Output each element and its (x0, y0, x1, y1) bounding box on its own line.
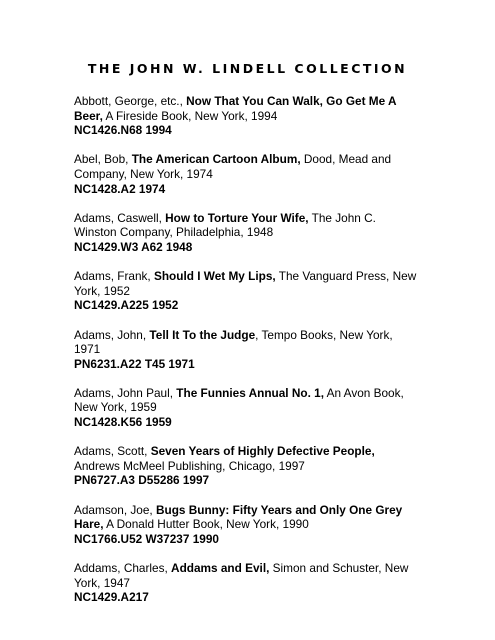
entry-call-number: PN6231.A22 T45 1971 (74, 356, 195, 371)
entry-title: Addams and Evil, (171, 561, 270, 575)
entry-call-number: NC1426.N68 1994 (74, 123, 172, 138)
entry-publisher: A Fireside Book, New York, 1994 (102, 108, 278, 123)
bibliography-list (74, 94, 419, 619)
entry-publisher: Simon and Schuster, New York, 1947 (74, 561, 409, 590)
entry-author: Abel, Bob, (74, 152, 132, 167)
entry-call-number: NC1429.W3 A62 1948 (74, 239, 193, 254)
entry-author: Adamson, Joe, (74, 502, 156, 517)
entry-publisher: A Donald Hutter Book, New York, 1990 (103, 517, 309, 532)
entry-call-number: NC1766.U52 W37237 1990 (74, 531, 219, 546)
entry-author: Adams, John Paul, (74, 385, 177, 400)
entry-title: The Funnies Annual No. 1, (176, 385, 324, 400)
page-title: THE JOHN W. LINDELL COLLECTION (87, 61, 408, 76)
entry-publisher: Dood, Mead and Company, New York, 1974 (74, 152, 392, 181)
entry-publisher: The Vanguard Press, New York, 1952 (74, 269, 417, 298)
entry-call-number: PN6727.A3 D55286 1997 (74, 473, 210, 488)
list-item (74, 328, 419, 372)
entry-title: Seven Years of Highly Defective People, (150, 444, 375, 459)
entry-call-number: NC1428.A2 1974 (74, 181, 166, 196)
list-item (74, 211, 419, 255)
list-item (74, 152, 419, 196)
entry-author: Adams, Scott, (74, 444, 151, 459)
entry-title: Bugs Bunny: Fifty Years and Only One Grey Hare, (74, 502, 403, 532)
entry-author: Adams, Frank, (74, 269, 154, 284)
entry-author: Adams, John, (74, 327, 150, 342)
entry-publisher: , Tempo Books, New York, 1971 (74, 327, 393, 357)
entry-author: Abbott, George, etc., (74, 94, 187, 108)
entry-call-number: NC1429.A217 (74, 590, 149, 605)
entry-title: Now That You Can Walk, Go Get Me A Beer, (74, 94, 397, 123)
entry-call-number: NC1428.K56 1959 (74, 415, 172, 430)
entry-author: Addams, Charles, (74, 561, 172, 575)
entry-publisher: The John C. Winston Company, Philadelphia, 1948 (74, 210, 376, 240)
list-item (74, 561, 419, 605)
entry-title: Tell It To the Judge (149, 327, 256, 342)
entry-call-number: NC1429.A225 1952 (74, 298, 179, 313)
list-item (74, 94, 419, 138)
entry-title: How to Torture Your Wife, (165, 210, 309, 225)
list-item (74, 269, 419, 313)
entry-publisher: An Avon Book, New York, 1959 (74, 385, 404, 415)
entry-publisher: Andrews McMeel Publishing, Chicago, 1997 (74, 458, 305, 473)
entry-title: The American Cartoon Album, (131, 152, 301, 167)
entry-author: Adams, Caswell, (74, 210, 166, 225)
entry-title: Should I Wet My Lips, (153, 269, 276, 284)
list-item (74, 386, 419, 430)
list-item (74, 444, 419, 488)
list-item (74, 503, 419, 547)
